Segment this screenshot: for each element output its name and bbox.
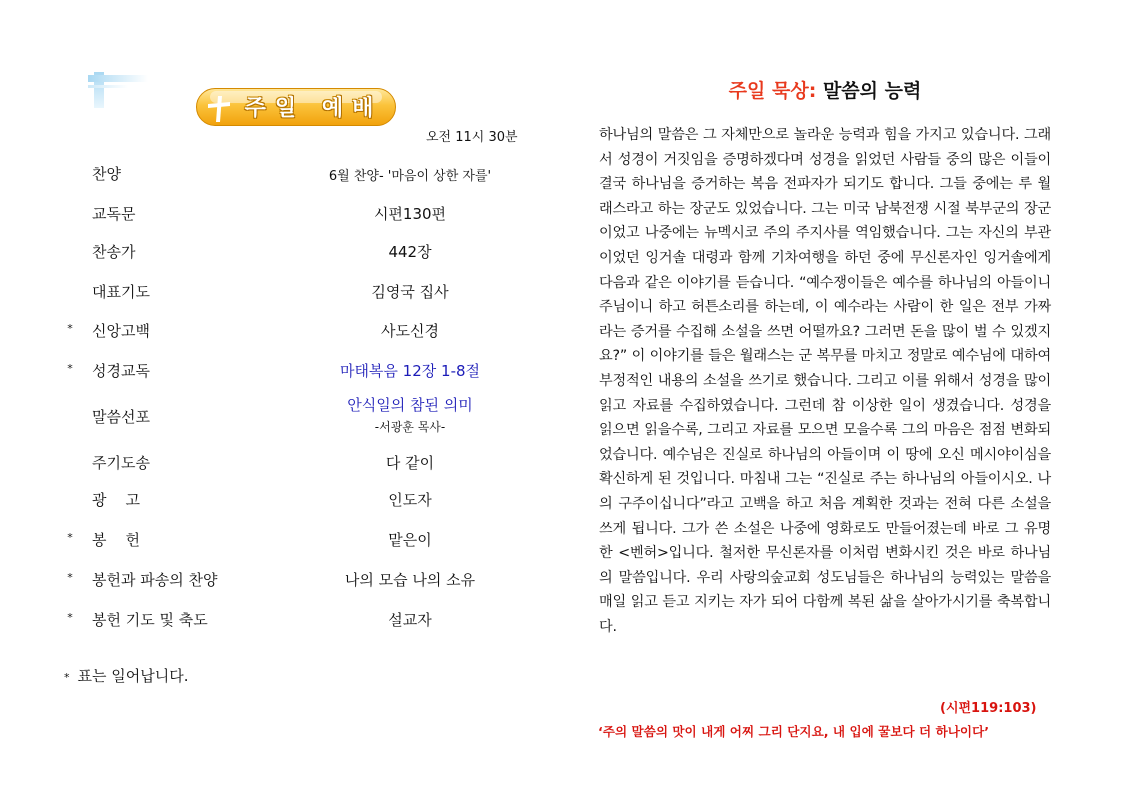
- service-row: [0, 281, 560, 305]
- bullet-icon: *: [67, 322, 73, 335]
- service-item-value: 시편130편: [373, 205, 447, 223]
- service-row: [0, 529, 560, 553]
- bullet-icon: *: [64, 671, 70, 684]
- scripture-verse: ‘주의 말씀의 맛이 내게 어찌 그리 단지요, 내 입에 꿀보다 더 하나이다’: [598, 724, 990, 739]
- service-item-value: 설교자: [388, 611, 432, 629]
- worship-banner: [196, 88, 396, 126]
- service-row: [0, 360, 560, 384]
- service-item-label: 찬송가: [92, 243, 136, 261]
- service-item-value: 나의 모습 나의 소유: [344, 571, 476, 589]
- service-row: [0, 569, 560, 593]
- service-row: [0, 489, 560, 513]
- service-item-value: 마태복음 12장 1-8절: [339, 362, 481, 380]
- service-row: [0, 163, 560, 187]
- service-item-label: 말씀선포: [92, 408, 150, 426]
- service-item-label: 광 고: [92, 491, 141, 509]
- service-row: [0, 396, 560, 434]
- service-item-label: 찬양: [92, 165, 121, 183]
- title-prefix: 주일 묵상:: [728, 80, 817, 102]
- meditation-title: [600, 76, 1050, 103]
- service-item-label: 주기도송: [92, 454, 150, 472]
- service-item-value: 안식일의 참된 의미: [347, 396, 473, 414]
- bullet-icon: *: [67, 531, 73, 544]
- service-item-label: 성경교독: [92, 362, 150, 380]
- banner-title: 주일 예배: [244, 96, 383, 121]
- service-item-label: 봉헌과 파송의 찬양: [92, 571, 218, 589]
- service-item-value: 김영국 집사: [371, 283, 449, 301]
- note-text: 표는 일어납니다.: [77, 667, 189, 685]
- service-item-value: 다 같이: [385, 454, 435, 472]
- service-row: [0, 609, 560, 633]
- cross-icon: [204, 94, 234, 124]
- bullet-icon: *: [67, 611, 73, 624]
- service-row: [0, 320, 560, 344]
- service-row: [0, 241, 560, 265]
- service-item-value: 442장: [388, 243, 432, 261]
- service-item-value: 사도신경: [381, 322, 439, 340]
- service-item-label: 봉 헌: [92, 531, 141, 549]
- bullet-icon: *: [67, 362, 73, 375]
- service-item-label: 봉헌 기도 및 축도: [92, 611, 208, 629]
- service-row: [0, 452, 560, 476]
- scripture-citation: (시편119:103): [940, 701, 1037, 716]
- service-time: 오전 11시 30분: [426, 130, 518, 145]
- standing-note: [64, 665, 188, 686]
- bullet-icon: *: [67, 571, 73, 584]
- meditation-body: 하나님의 말씀은 그 자체만으로 놀라운 능력과 힘을 가지고 있습니다. 그래서 성경이 거짓임을 증명하겠다며 성경을 읽었던 사람들 중의 많은 이들이 결국 하나님을 증거하는 복음 전파자가 되기도 합니다. 그들 중에는 루 월래스라고 하는 장군도 있었습니다. 그는 미국 남북전쟁 시절 북부군의 장군이었고 나중에는 뉴멕시코 주의 주지사를 역임했습니다. 그는 자신의 부관이었던 잉거솔 대령과 함께 기차여행을 하던 중에 무신론자인 잉거솔에게 다음과 같은 이야기를 듣습니다. “예수쟁이들은 예수를 하나님의 아들이니 주님이니 하고 허튼소리를 하는데, 이 예수라는 사람이 한 일은 전부 가짜라는 증거를 수집해 소설을 쓰면 어떨까요? 그러면 돈을 많이 벌 수 있겠지요?” 이 이야기를 들은 월래스는 군 복무를 마치고 정말로 예수님에 대하여 부정적인 내용의 소설을 쓰기로 했습니다. 그리고 이를 위해서 성경을 많이 읽고 자료를 수집하였습니다. 그런데 참 이상한 일이 생겼습니다. 성경을 읽으면 읽을수록, 그리고 자료를 모으면 모을수록 그의 마음은 점점 변화되었습니다. 예수님은 진실로 하나님의 아들이며 이 땅에 오신 메시야이심을 확신하게 된 것입니다. 마침내 그는 “진실로 주는 하나님의 아들이시오. 나의 구주이십니다”라고 고백을 하고 처음 계획한 것과는 전혀 다른 소설을 쓰게 됩니다. 그가 쓴 소설은 나중에 영화로도 만들어졌는데 바로 그 유명한 <벤허>입니다. 철저한 무신론자를 이처럼 변화시킨 것은 바로 하나님의 말씀입니다. 우리 사랑의숲교회 성도님들은 하나님의 능력있는 말씀을 매일 읽고 듣고 지키는 자가 되어 다함께 복된 삶을 살아가시기를 축복합니다.: [599, 127, 1051, 635]
- service-item-value: 맡은이: [388, 531, 432, 549]
- service-item-label: 대표기도: [92, 283, 150, 301]
- service-item-label: 교독문: [92, 205, 136, 223]
- service-row: [0, 203, 560, 227]
- service-item-label: 신앙고백: [92, 322, 150, 340]
- corner-decoration: [88, 72, 150, 112]
- service-item-value: 6월 찬양- '마음이 상한 자를': [328, 169, 492, 184]
- preacher-name: -서광훈 목사-: [374, 420, 446, 434]
- title-main: 말씀의 능력: [822, 80, 922, 102]
- service-item-value: 인도자: [388, 491, 432, 509]
